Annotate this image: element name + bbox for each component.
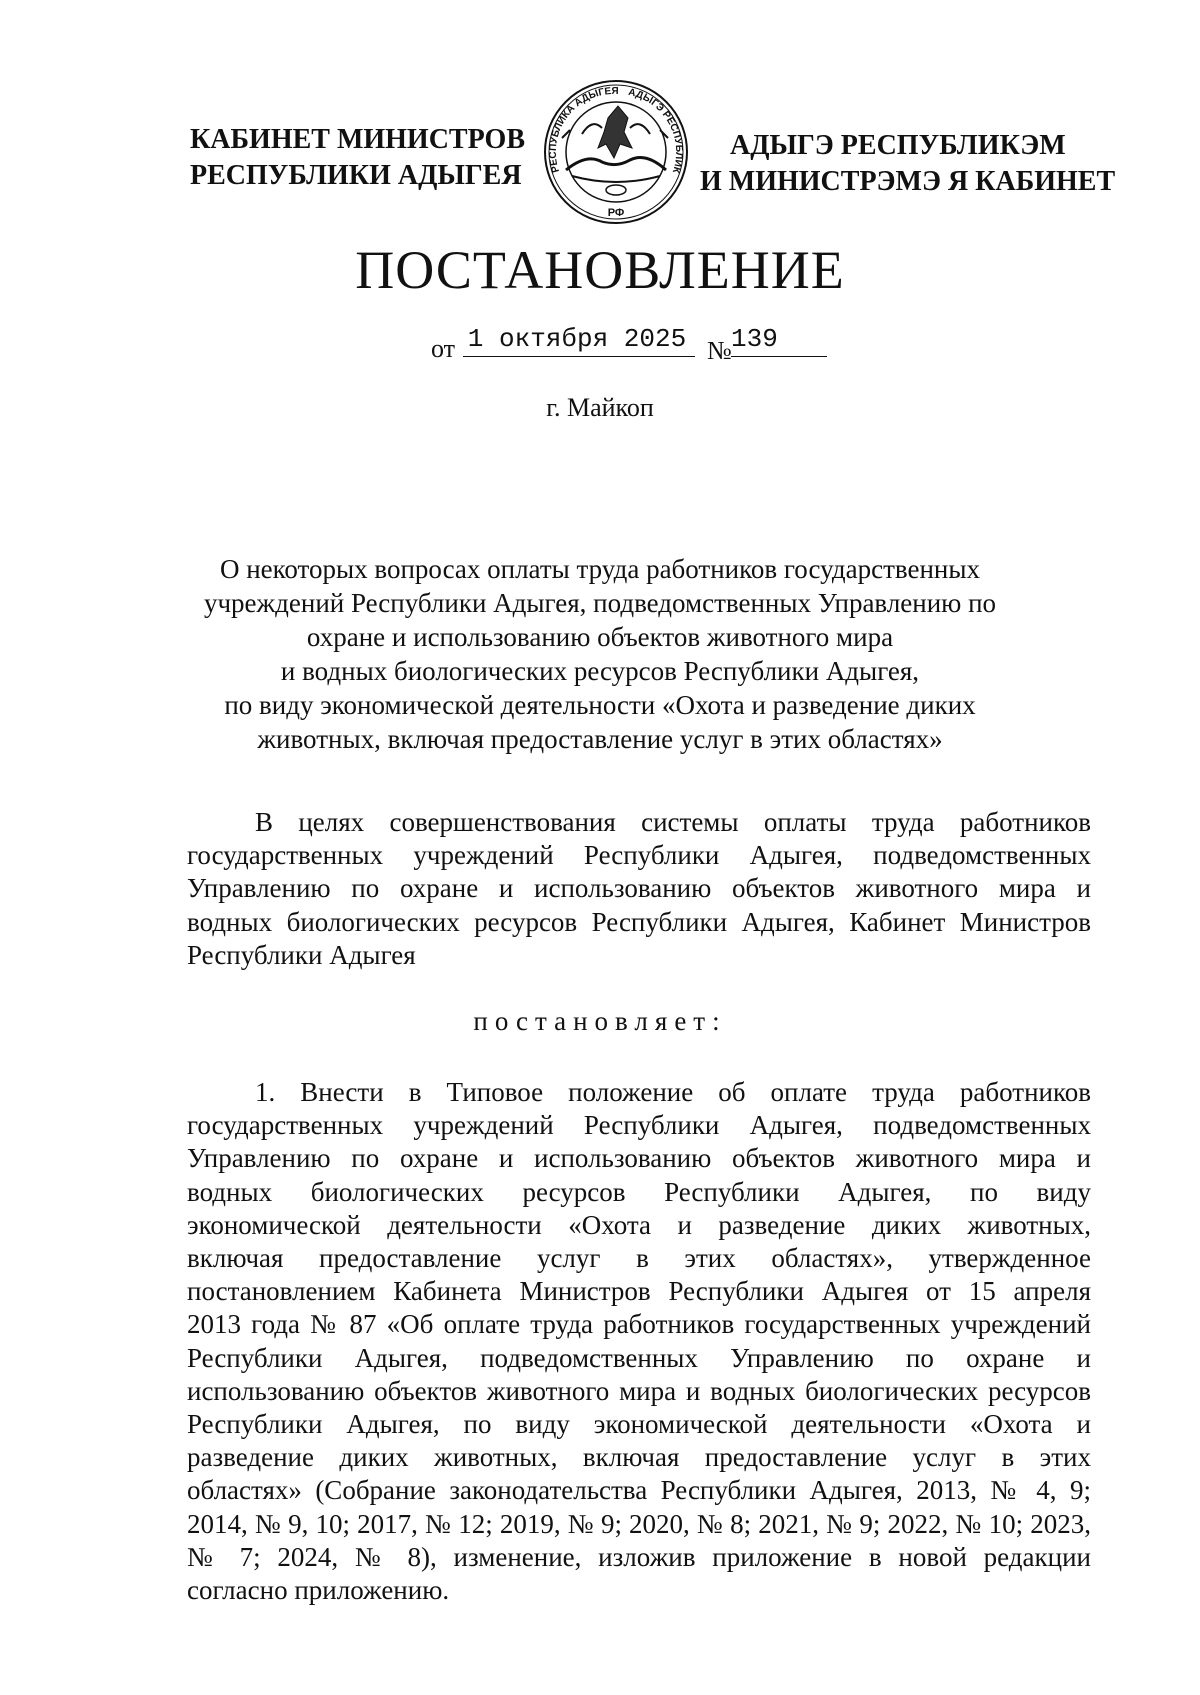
subject-line: животных, включая предоставление услуг в этих областях» <box>257 724 943 754</box>
subject-line: охране и использованию объектов животного мира <box>306 622 894 652</box>
org-name-adyghe <box>700 128 1115 200</box>
paragraph-line: Республики Адыгея, по виду экономической деятельности «Охота и <box>187 1409 1091 1440</box>
paragraph-line: согласно приложению. <box>187 1575 450 1606</box>
paragraph-line: Управлению по охране и использованию объектов животного мира и <box>187 873 1091 904</box>
org-name-adyghe-line-1: АДЫГЭ РЕСПУБЛИКЭМ <box>730 130 1066 161</box>
paragraph-line: Республики Адыгея <box>187 939 416 970</box>
item-1-paragraph <box>187 1076 1091 1607</box>
subject-line: и водных биологических ресурсов Республики Адыгея, <box>280 656 920 686</box>
number-underline <box>731 356 827 357</box>
paragraph-line: государственных учреждений Республики Адыгея, подведомственных <box>187 840 1091 871</box>
subject-line: учреждений Республики Адыгея, подведомственных Управлению по <box>203 588 997 618</box>
number-value: 139 <box>731 324 778 354</box>
org-name-adyghe-line-2: И МИНИСТРЭМЭ Я КАБИНЕТ <box>700 166 1116 197</box>
paragraph-line: постановлением Кабинета Министров Республики Адыгея от 15 апреля <box>187 1276 1091 1307</box>
paragraph-line: разведение диких животных, включая предоставление услуг в этих <box>187 1442 1091 1473</box>
decree-word: постановляет: <box>473 1006 727 1036</box>
org-name-russian <box>190 122 525 194</box>
emblem-ring-text-right: АДЫГЭ РЕСПУБЛИК <box>627 86 685 175</box>
paragraph-line: 2013 года № 87 «Об оплате труда работников государственных учреждений <box>187 1309 1091 1340</box>
document-subject <box>160 552 1040 756</box>
paragraph-line: Управлению по охране и использованию объектов животного мира и <box>187 1143 1091 1174</box>
paragraph-line: № 7; 2024, № 8), изменение, изложив приложение в новой редакции <box>187 1541 1091 1572</box>
document-title: ПОСТАНОВЛЕНИЕ <box>355 240 845 300</box>
paragraph-line: В целях совершенствования системы оплаты труда работников <box>255 807 1091 837</box>
date-number-line <box>431 322 851 366</box>
paragraph-line: экономической деятельности «Охота и разведение диких животных, <box>187 1209 1091 1240</box>
paragraph-line: использованию объектов животного мира и водных биологических ресурсов <box>187 1375 1091 1406</box>
paragraph-line: включая предоставление услуг в этих областях», утвержденное <box>187 1243 1091 1274</box>
preamble-paragraph <box>187 806 1091 972</box>
emblem-bottom-text: РФ <box>607 207 625 219</box>
date-prefix: от <box>431 334 456 363</box>
paragraph-line: Республики Адыгея, подведомственных Управлению по охране и <box>187 1342 1091 1373</box>
org-name-russian-line-1: КАБИНЕТ МИНИСТРОВ <box>190 124 526 155</box>
date-underline <box>463 356 695 357</box>
paragraph-line: водных биологических ресурсов Республики Адыгея, Кабинет Министров <box>187 906 1091 937</box>
city: г. Майкоп <box>546 393 654 422</box>
paragraph-line: областях» (Собрание законодательства Республики Адыгея, 2013, № 4, 9; <box>187 1475 1091 1506</box>
date-value: 1 октября 2025 <box>467 324 687 354</box>
subject-line: О некоторых вопросах оплаты труда работников государственных <box>219 554 980 584</box>
paragraph-line: 1. Внести в Типовое положение об оплате труда работников <box>255 1077 1091 1107</box>
paragraph-line: 2014, № 9, 10; 2017, № 12; 2019, № 9; 2020, № 8; 2021, № 9; 2022, № 10; 2023, <box>187 1508 1091 1539</box>
paragraph-line: государственных учреждений Республики Адыгея, подведомственных <box>187 1110 1091 1141</box>
emblem-ring-text-left: РЕСПУБЛИКА АДЫГЕЯ <box>547 85 619 174</box>
number-prefix: № <box>707 336 732 365</box>
state-emblem-icon <box>542 78 690 226</box>
org-name-russian-line-2: РЕСПУБЛИКИ АДЫГЕЯ <box>190 160 522 191</box>
paragraph-line: водных биологических ресурсов Республики Адыгея, по виду <box>187 1176 1091 1207</box>
subject-line: по виду экономической деятельности «Охота и разведение диких <box>224 690 976 720</box>
